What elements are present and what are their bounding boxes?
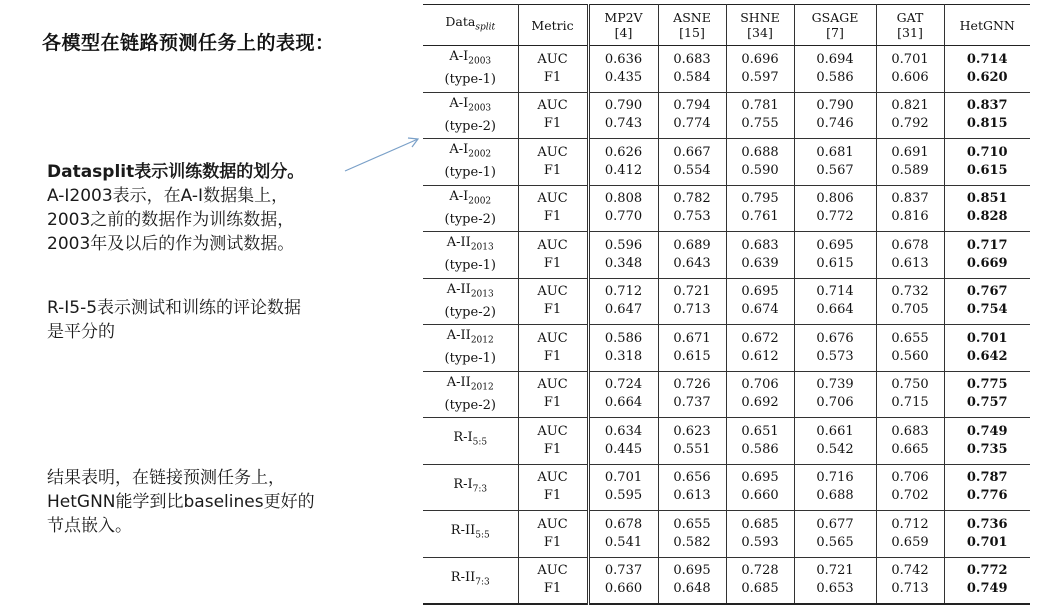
score-cell: 0.678 0.613 (876, 232, 944, 279)
score-cell: 0.683 0.584 (658, 46, 726, 93)
score-cell: 0.806 0.772 (794, 185, 876, 232)
score-cell: 0.661 0.542 (794, 418, 876, 465)
table-row (423, 139, 1030, 186)
slide-title: 各模型在链路预测任务上的表现： (42, 32, 335, 54)
hetgnn-score-cell: 0.767 0.754 (944, 278, 1030, 325)
table-row (423, 185, 1030, 232)
score-cell: 0.790 0.743 (588, 92, 658, 139)
metric-cell: AUC F1 (518, 92, 588, 139)
explanation-line: 2003之前的数据作为训练数据， (47, 210, 295, 230)
score-cell: 0.821 0.792 (876, 92, 944, 139)
table-row (423, 278, 1030, 325)
score-cell: 0.714 0.664 (794, 278, 876, 325)
hetgnn-score-cell: 0.775 0.757 (944, 371, 1030, 418)
hetgnn-score-cell: 0.749 0.735 (944, 418, 1030, 465)
hetgnn-score-cell: 0.710 0.615 (944, 139, 1030, 186)
score-cell: 0.695 0.674 (726, 278, 794, 325)
header-model-hetgnn: HetGNN (944, 5, 1030, 46)
metric-cell: AUC F1 (518, 139, 588, 186)
score-cell: 0.623 0.551 (658, 418, 726, 465)
hetgnn-score-cell: 0.837 0.815 (944, 92, 1030, 139)
conclusion-line: HetGNN能学到比baselines更好的 (47, 492, 315, 512)
metric-cell: AUC F1 (518, 464, 588, 511)
score-cell: 0.695 0.648 (658, 557, 726, 604)
datasplit-cell: $A-I_{2003}$ (type-1) (423, 46, 518, 93)
datasplit-cell: $R-II_{5:5}$ (423, 511, 518, 558)
score-cell: 0.795 0.761 (726, 185, 794, 232)
datasplit-cell: $A-II_{2012}$ (type-1) (423, 325, 518, 372)
datasplit-cell: $R-II_{7:3}$ (423, 557, 518, 604)
score-cell: 0.651 0.586 (726, 418, 794, 465)
score-cell: 0.781 0.755 (726, 92, 794, 139)
score-cell: 0.837 0.816 (876, 185, 944, 232)
hetgnn-score-cell: 0.717 0.669 (944, 232, 1030, 279)
metric-cell: AUC F1 (518, 511, 588, 558)
score-cell: 0.683 0.639 (726, 232, 794, 279)
score-cell: 0.808 0.770 (588, 185, 658, 232)
table-row (423, 325, 1030, 372)
table-row (423, 464, 1030, 511)
score-cell: 0.586 0.318 (588, 325, 658, 372)
metric-cell: AUC F1 (518, 418, 588, 465)
score-cell: 0.712 0.647 (588, 278, 658, 325)
score-cell: 0.721 0.713 (658, 278, 726, 325)
explanation-line: 2003年及以后的作为测试数据。 (47, 234, 295, 254)
explanation-line: Datasplit表示训练数据的划分。 (47, 162, 305, 182)
score-cell: 0.695 0.660 (726, 464, 794, 511)
score-cell: 0.724 0.664 (588, 371, 658, 418)
datasplit-cell: $A-II_{2013}$ (type-2) (423, 278, 518, 325)
score-cell: 0.742 0.713 (876, 557, 944, 604)
annotation-panel (0, 0, 400, 612)
score-cell: 0.750 0.715 (876, 371, 944, 418)
score-cell: 0.782 0.753 (658, 185, 726, 232)
datasplit-cell: $A-I_{2002}$ (type-1) (423, 139, 518, 186)
metric-cell: AUC F1 (518, 232, 588, 279)
table-row (423, 371, 1030, 418)
table-row (423, 46, 1030, 93)
hetgnn-score-cell: 0.714 0.620 (944, 46, 1030, 93)
datasplit-cell: $A-II_{2012}$ (type-2) (423, 371, 518, 418)
score-cell: 0.681 0.567 (794, 139, 876, 186)
table-row (423, 92, 1030, 139)
explanation-line: A-I2003表示，在A-I数据集上， (47, 186, 289, 206)
score-cell: 0.683 0.665 (876, 418, 944, 465)
header-model: GSAGE [7] (794, 5, 876, 46)
score-cell: 0.721 0.653 (794, 557, 876, 604)
score-cell: 0.634 0.445 (588, 418, 658, 465)
score-cell: 0.712 0.659 (876, 511, 944, 558)
hetgnn-score-cell: 0.736 0.701 (944, 511, 1030, 558)
explanation-line: R-I5-5表示测试和训练的评论数据 (47, 298, 302, 318)
metric-cell: AUC F1 (518, 185, 588, 232)
score-cell: 0.728 0.685 (726, 557, 794, 604)
metric-cell: AUC F1 (518, 46, 588, 93)
score-cell: 0.672 0.612 (726, 325, 794, 372)
table-row (423, 557, 1030, 604)
score-cell: 0.726 0.737 (658, 371, 726, 418)
hetgnn-score-cell: 0.787 0.776 (944, 464, 1030, 511)
score-cell: 0.694 0.586 (794, 46, 876, 93)
score-cell: 0.626 0.412 (588, 139, 658, 186)
datasplit-cell: $A-I_{2002}$ (type-2) (423, 185, 518, 232)
score-cell: 0.790 0.746 (794, 92, 876, 139)
score-cell: 0.677 0.565 (794, 511, 876, 558)
hetgnn-score-cell: 0.772 0.749 (944, 557, 1030, 604)
score-cell: 0.688 0.590 (726, 139, 794, 186)
score-cell: 0.706 0.702 (876, 464, 944, 511)
table-row (423, 232, 1030, 279)
table-row (423, 511, 1030, 558)
score-cell: 0.655 0.560 (876, 325, 944, 372)
review-split-explanation (47, 296, 397, 344)
metric-cell: AUC F1 (518, 325, 588, 372)
score-cell: 0.671 0.615 (658, 325, 726, 372)
datasplit-cell: $R-I_{5:5}$ (423, 418, 518, 465)
conclusion-line: 节点嵌入。 (47, 516, 132, 536)
score-cell: 0.685 0.593 (726, 511, 794, 558)
score-cell: 0.706 0.692 (726, 371, 794, 418)
datasplit-explanation (47, 160, 397, 256)
score-cell: 0.701 0.606 (876, 46, 944, 93)
header-model: SHNE [34] (726, 5, 794, 46)
score-cell: 0.732 0.705 (876, 278, 944, 325)
score-cell: 0.701 0.595 (588, 464, 658, 511)
header-row (423, 5, 1030, 46)
header-model: ASNE [15] (658, 5, 726, 46)
score-cell: 0.656 0.613 (658, 464, 726, 511)
score-cell: 0.636 0.435 (588, 46, 658, 93)
datasplit-cell: $A-II_{2013}$ (type-1) (423, 232, 518, 279)
hetgnn-score-cell: 0.851 0.828 (944, 185, 1030, 232)
explanation-line: 是平分的 (47, 322, 115, 342)
header-model: GAT [31] (876, 5, 944, 46)
score-cell: 0.596 0.348 (588, 232, 658, 279)
link-prediction-results-table (423, 4, 1030, 605)
metric-cell: AUC F1 (518, 371, 588, 418)
conclusion-text (47, 466, 397, 538)
score-cell: 0.691 0.589 (876, 139, 944, 186)
score-cell: 0.794 0.774 (658, 92, 726, 139)
score-cell: 0.667 0.554 (658, 139, 726, 186)
datasplit-cell: $A-I_{2003}$ (type-2) (423, 92, 518, 139)
datasplit-cell: $R-I_{7:3}$ (423, 464, 518, 511)
header-model: MP2V [4] (588, 5, 658, 46)
header-datasplit: Data$_{split}$ (423, 5, 518, 46)
table-row (423, 418, 1030, 465)
score-cell: 0.737 0.660 (588, 557, 658, 604)
header-metric: Metric (518, 5, 588, 46)
score-cell: 0.696 0.597 (726, 46, 794, 93)
hetgnn-score-cell: 0.701 0.642 (944, 325, 1030, 372)
metric-cell: AUC F1 (518, 557, 588, 604)
score-cell: 0.716 0.688 (794, 464, 876, 511)
score-cell: 0.689 0.643 (658, 232, 726, 279)
score-cell: 0.678 0.541 (588, 511, 658, 558)
score-cell: 0.739 0.706 (794, 371, 876, 418)
score-cell: 0.655 0.582 (658, 511, 726, 558)
score-cell: 0.695 0.615 (794, 232, 876, 279)
conclusion-line: 结果表明，在链接预测任务上， (47, 468, 285, 488)
metric-cell: AUC F1 (518, 278, 588, 325)
score-cell: 0.676 0.573 (794, 325, 876, 372)
